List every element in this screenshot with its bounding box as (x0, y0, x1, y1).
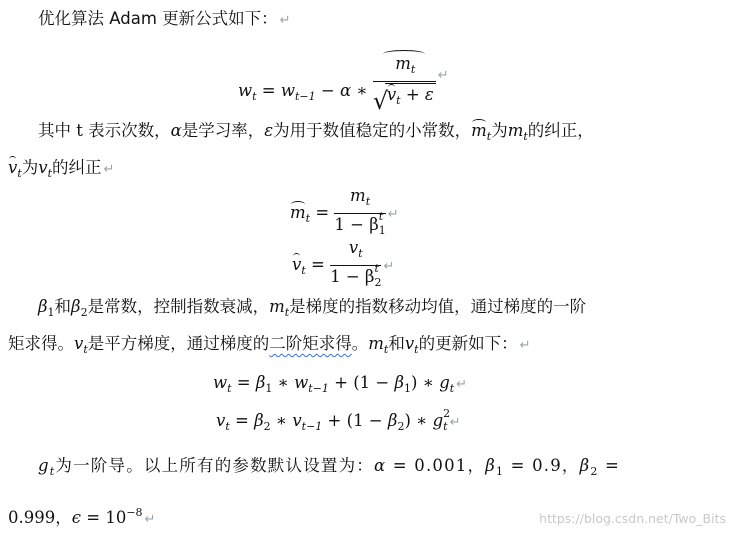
definition-line-1: 其中 t 表示次数，α是学习率，ε为用于数值稳定的小常数，$m_t$为$m_t$的纠正， (38, 121, 594, 143)
spellcheck-underline: 二阶矩求得 (269, 334, 352, 353)
fraction-adam: $m_t$ √ $v_t + \varepsilon$ (373, 50, 436, 111)
m-hat-symbol: m (471, 121, 487, 140)
equation-v-hat: $v_t$ = $v_t$ 1 − β t $_2$ ↵ (292, 238, 395, 289)
intro-text: 优化算法 Adam 更新公式如下： (38, 9, 278, 28)
paragraph-mark-icon: ↵ (449, 415, 461, 430)
paragraph-mark-icon: ↵ (144, 512, 156, 527)
v-description-line: 矩求得。$v_t$是平方梯度，通过梯度的二阶矩求得。$m_t$和$v_t$的更新如下： ↵ (8, 334, 531, 356)
beta-description-line: $\beta_1$和$\beta_2$是常数，控制指数衰减，$m_t$是梯度的指数移动均值，通过梯度的一阶 (38, 297, 587, 319)
watermark: https://blog.csdn.net/Two_Bits (539, 511, 726, 526)
definition-line-2: $v_t$为$v_t$的纠正 ↵ (8, 158, 115, 180)
equation-v-update: $v_t = \beta_2$ ∗ $v_{t-1} + (1 - \beta_2)$ ∗ g 2 $_t$ ↵ (216, 407, 461, 433)
paragraph-mark-icon: ↵ (519, 338, 531, 353)
equation-m-hat: $m_t$ = $m_t$ 1 − β t $_1$ ↵ (290, 186, 399, 237)
intro-line (38, 8, 291, 32)
paragraph-mark-icon: ↵ (456, 377, 468, 392)
equation-weight-update: $w_t = w_{t-1} - \alpha$ ∗ $m_t$ √ $v_t + \varepsilon$ ↵ (238, 44, 449, 104)
defaults-line-2: 0.999，$\epsilon = 10^{-8}$ ↵ (8, 506, 156, 527)
defaults-line-1: $g_t$为一阶导。以上所有的参数默认设置为：α = 0.001，$\beta_1 = 0.9$，$\beta_2$ = (38, 456, 621, 478)
paragraph-mark-icon: ↵ (103, 162, 115, 177)
paragraph-mark-icon: ↵ (437, 68, 449, 83)
paragraph-mark-icon: ↵ (383, 259, 395, 274)
paragraph-mark-icon: ↵ (279, 13, 291, 28)
equation-m-update: $w_t = \beta_1$ ∗ $w_{t-1} + (1 - \beta_1)$ ∗ $g_t$ ↵ (213, 373, 468, 395)
paragraph-mark-icon: ↵ (387, 207, 399, 222)
